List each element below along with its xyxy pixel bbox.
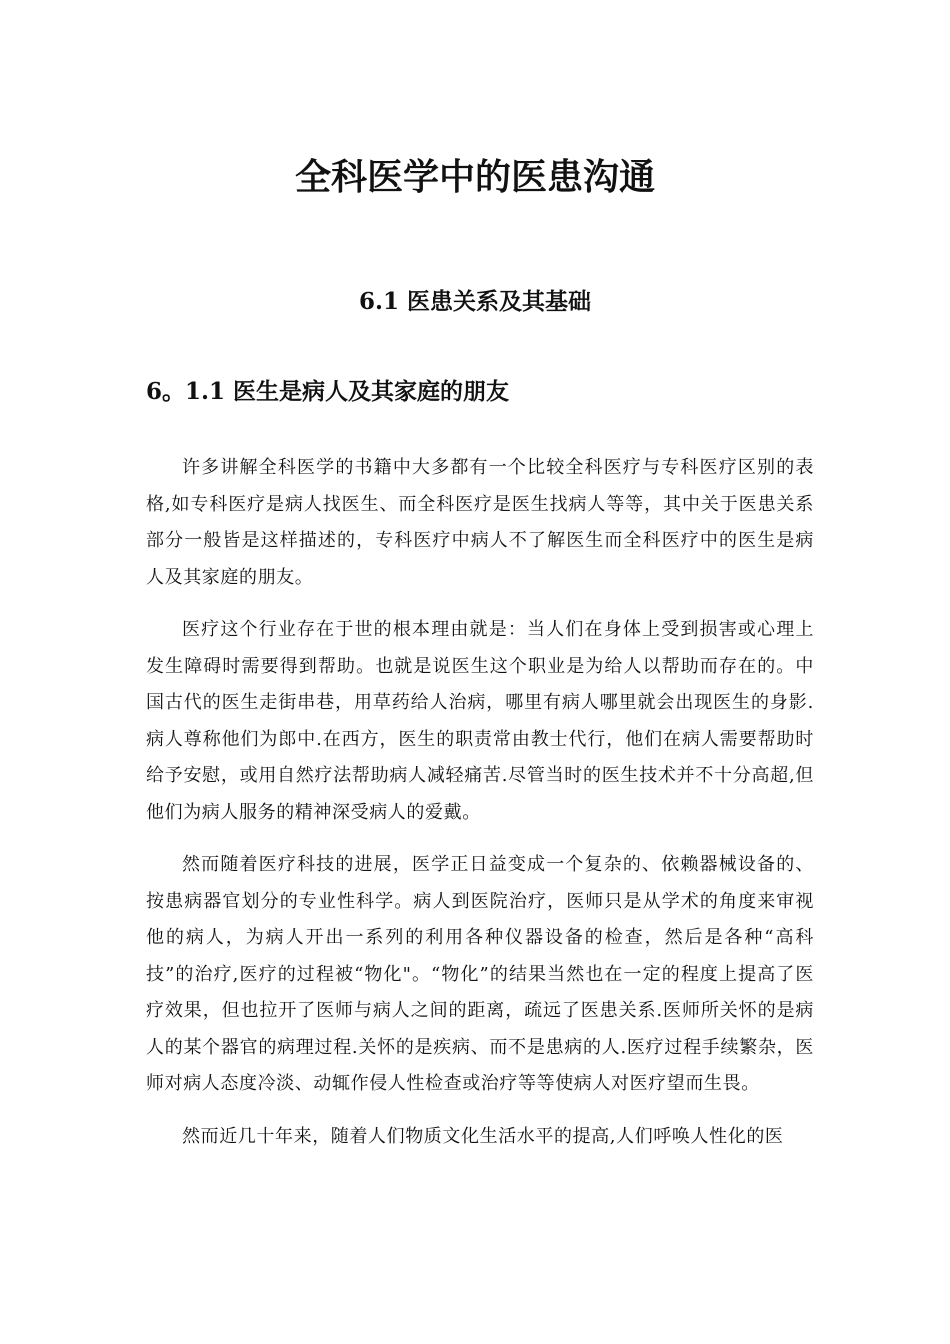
paragraph: 许多讲解全科医学的书籍中大多都有一个比较全科医疗与专科医疗区别的表格,如专科医疗是病人找医生、而全科医疗是医生找病人等等，其中关于医患关系部分一般皆是这样描述的，专科医疗中病人不了解医生而全科医疗中的医生是病人及其家庭的朋友。 — [146, 457, 814, 588]
body-text — [146, 450, 814, 1171]
paragraph: 然而随着医疗科技的进展，医学正日益变成一个复杂的、依赖器械设备的、按患病器官划分的专业性科学。病人到医院治疗，医师只是从学术的角度来审视他的病人，为病人开出一系列的利用各种仪器设备的检查，然后是各种“高科技”的治疗,医疗的过程被“物化"。“物化”的结果当然也在一定的程度上提高了医疗效果，但也拉开了医师与病人之间的距离，疏远了医患关系.医师所关怀的是病人的某个器官的病理过程.关怀的是疾病、而不是患病的人.医疗过程手续繁杂，医师对病人态度冷淡、动辄作侵人性检查或治疗等等使病人对医疗望而生畏。 — [146, 854, 814, 1094]
subsection-heading: 6。1.1 医生是病人及其家庭的朋友 — [146, 378, 510, 405]
section-heading: 6.1 医患关系及其基础 — [358, 288, 592, 315]
document-title: 全科医学中的医患沟通 — [294, 156, 655, 198]
paragraph: 然而近几十年来，随着人们物质文化生活水平的提高,人们呼唤人性化的医 — [182, 1125, 784, 1147]
paragraph: 医疗这个行业存在于世的根本理由就是：当人们在身体上受到损害或心理上发生障碍时需要得到帮助。也就是说医生这个职业是为给人以帮助而存在的。中国古代的医生走街串巷，用草药给人治病，哪里有病人哪里就会出现医生的身影.病人尊称他们为郎中.在西方，医生的职责常由教士代行，他们在病人需要帮助时给予安慰，或用自然疗法帮助病人减轻痛苦.尽管当时的医生技术并不十分高超,但他们为病人服务的精神深受病人的爱戴。 — [146, 619, 814, 823]
